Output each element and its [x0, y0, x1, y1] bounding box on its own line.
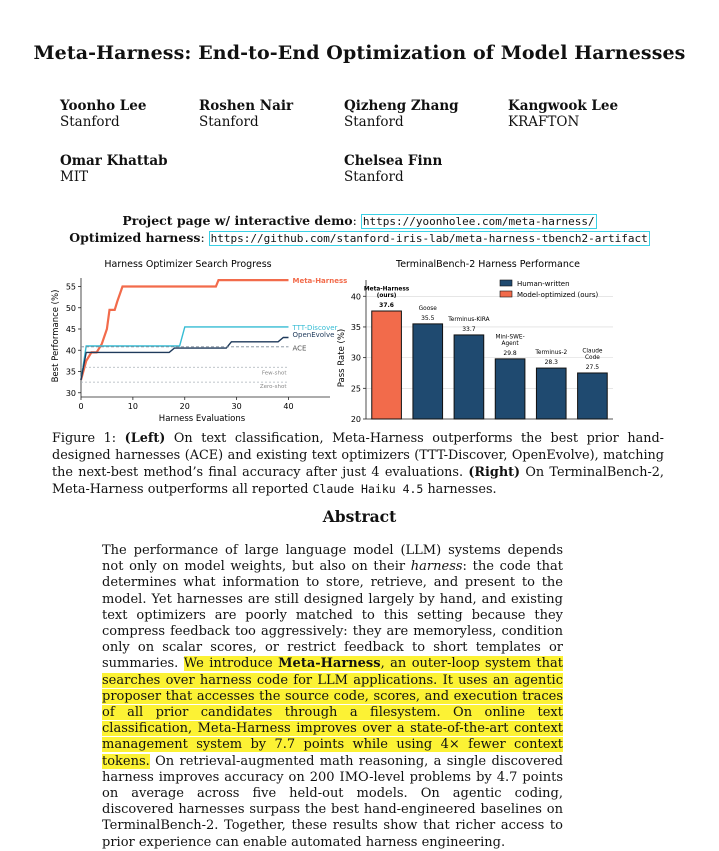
harness-link-line: Optimized harness: https://github.com/stanford-iris-lab/meta-harness-tbench2-artifact: [69, 230, 648, 245]
bar-value-label: 33.7: [462, 325, 476, 333]
abstract-body: [102, 543, 563, 851]
meta-harness-label: Meta-Harness: [292, 277, 348, 286]
openevolve-label: OpenEvolve: [292, 331, 335, 339]
author-block: [508, 98, 618, 130]
y-tick-label: 20: [350, 415, 361, 424]
paper-title: Meta-Harness: End-to-End Optimization of Model Harnesses: [33, 42, 686, 64]
x-axis-label: Harness Evaluations: [158, 414, 246, 424]
few-shot-label: Few-shot: [261, 370, 287, 377]
bar: [536, 368, 566, 419]
y-tick-label: 30: [350, 353, 361, 363]
x-tick-label: 40: [283, 402, 294, 411]
bar-category-label: Goose: [418, 305, 437, 312]
legend-label: Human-written: [517, 280, 570, 288]
author-affiliation: Stanford: [344, 114, 404, 130]
y-tick-label: 40: [65, 346, 76, 356]
harness-url-link[interactable]: https://github.com/stanford-iris-lab/meta-harness-tbench2-artifact: [210, 232, 648, 245]
openevolve-line: [81, 338, 289, 381]
author-name: Qizheng Zhang: [344, 98, 459, 114]
bar-value-label: 29.8: [503, 349, 517, 357]
bar-category-label: (ours): [376, 293, 397, 299]
author-affiliation: Stanford: [60, 114, 120, 130]
y-tick-label: 35: [350, 322, 361, 332]
bar-value-label: 27.5: [585, 363, 600, 371]
x-tick-label: 20: [179, 402, 190, 411]
caption-fig-number: Figure 1:: [52, 431, 117, 446]
ace-label: ACE: [292, 344, 307, 353]
author-block: [60, 153, 168, 185]
author-block: [344, 98, 459, 130]
author-name: Roshen Nair: [199, 98, 294, 114]
search-progress-chart: [48, 254, 348, 429]
legend-swatch: [500, 280, 512, 286]
author-affiliation: KRAFTON: [508, 114, 580, 130]
bar: [495, 359, 525, 419]
ttt-discover-line: [81, 327, 289, 380]
author-name: Omar Khattab: [60, 153, 168, 169]
abstract-emphasis: harness: [410, 559, 463, 575]
author-block: [199, 98, 293, 130]
highlight-text: We introduce: [183, 656, 279, 672]
bar-category-label: Terminus-KIRA: [448, 316, 490, 323]
project-url-link[interactable]: https://yoonholee.com/meta-harness/: [362, 215, 595, 228]
bar: [413, 324, 443, 419]
legend-label: Model-optimized (ours): [517, 291, 599, 299]
chart-title: TerminalBench-2 Harness Performance: [396, 259, 580, 270]
project-link-label: Project page w/ interactive demo: [122, 213, 353, 228]
abstract-text: The performance of large language model (LLM) systems depends not only on model weights, but also on their: [102, 543, 563, 575]
harness-link-label: Optimized harness: [69, 230, 201, 245]
bar: [578, 373, 608, 419]
y-axis-label: Best Performance (%): [51, 289, 61, 383]
y-tick-label: 40: [350, 292, 361, 302]
bar-category-label: Meta-Harness: [363, 286, 410, 293]
y-axis-label: Pass Rate (%): [337, 328, 347, 388]
bar-value-label: 37.6: [379, 302, 394, 309]
caption-right-text-end: harnesses.: [427, 482, 497, 497]
bar-category-label: Agent: [501, 340, 519, 347]
abstract-text: On retrieval-augmented math reasoning, a single discovered harness improves accuracy on 200 IMO-level problems by 4.7 points on average across five held-out models. On agentic coding, discovered harnesses surpass the best hand-engineered baselines on TerminalBench-2. Together, these results show that richer access to prior experience can enable automated harness engineering.: [102, 753, 563, 850]
bar-value-label: 35.5: [421, 314, 435, 322]
abstract-heading: Abstract: [322, 507, 397, 526]
author-block: [344, 153, 442, 185]
bar: [372, 311, 402, 419]
caption-right-text: On TerminalBench-2, Meta-Harness outperforms all reported: [52, 465, 664, 497]
y-tick-label: 55: [65, 282, 76, 292]
zero-shot-label: Zero-shot: [259, 384, 287, 391]
legend-swatch: [500, 291, 512, 297]
bar: [454, 335, 484, 419]
highlight-text: , an outer-loop system that searches over harness code for LLM applications. It uses an agentic proposer that accesses the source code, scores, and execution traces of all prior candidates through a filesystem. On online text classification, Meta-Harness improves over a state-of-the-art context management system by 7.7 points while using 4× fewer context tokens.: [102, 656, 563, 769]
chart-title: Harness Optimizer Search Progress: [104, 259, 272, 270]
bar-category-label: Mini-SWE-: [495, 334, 525, 341]
bar-category-label: Claude: [582, 348, 603, 355]
author-block: [60, 98, 146, 130]
project-link-line: Project page w/ interactive demo: https://yoonholee.com/meta-harness/: [122, 213, 595, 228]
y-tick-label: 30: [65, 388, 76, 398]
terminalbench-bar-chart: [330, 254, 630, 429]
x-tick-label: 10: [127, 402, 138, 411]
author-name: Yoonho Lee: [60, 98, 147, 114]
author-name: Chelsea Finn: [344, 153, 443, 169]
author-affiliation: Stanford: [344, 169, 404, 185]
bar-category-label: Code: [584, 354, 600, 361]
y-tick-label: 50: [65, 303, 76, 313]
abstract-highlight: [102, 656, 563, 768]
highlight-bold: Meta-Harness: [278, 656, 381, 672]
bar-category-label: Terminus-2: [535, 350, 568, 357]
author-name: Kangwook Lee: [508, 98, 619, 114]
y-tick-label: 45: [65, 325, 76, 334]
ttt-discover-label: TTT-Discover: [292, 323, 338, 332]
meta-harness-line: [81, 280, 289, 380]
y-tick-label: 35: [65, 367, 76, 377]
caption-right-label: (Right): [468, 465, 521, 480]
x-tick-label: 0: [78, 402, 84, 411]
bar-value-label: 28.3: [544, 359, 558, 367]
author-affiliation: Stanford: [199, 114, 259, 130]
x-tick-label: 30: [231, 402, 242, 411]
abstract-text: : the code that determines what information to store, retrieve, and present to the model. Yet harnesses are still designed largely by hand, and existing text optimizers are poorly matched to this setting because they compress feedback too aggressively: they are memoryless, condition only on scalar scores, or restrict feedback to short templates or summaries.: [102, 559, 563, 672]
figure-caption: [52, 430, 664, 498]
author-affiliation: MIT: [60, 169, 89, 185]
y-tick-label: 25: [350, 384, 361, 394]
caption-left-text: On text classification, Meta-Harness outperforms the best prior hand-designed harnesses (ACE) and existing text optimizers (TTT-Discover, OpenEvolve), matching the next-best method’s final accuracy after just 4 evaluations.: [52, 431, 664, 480]
caption-code: Claude Haiku 4.5: [312, 482, 424, 496]
caption-left-label: (Left): [124, 431, 166, 446]
